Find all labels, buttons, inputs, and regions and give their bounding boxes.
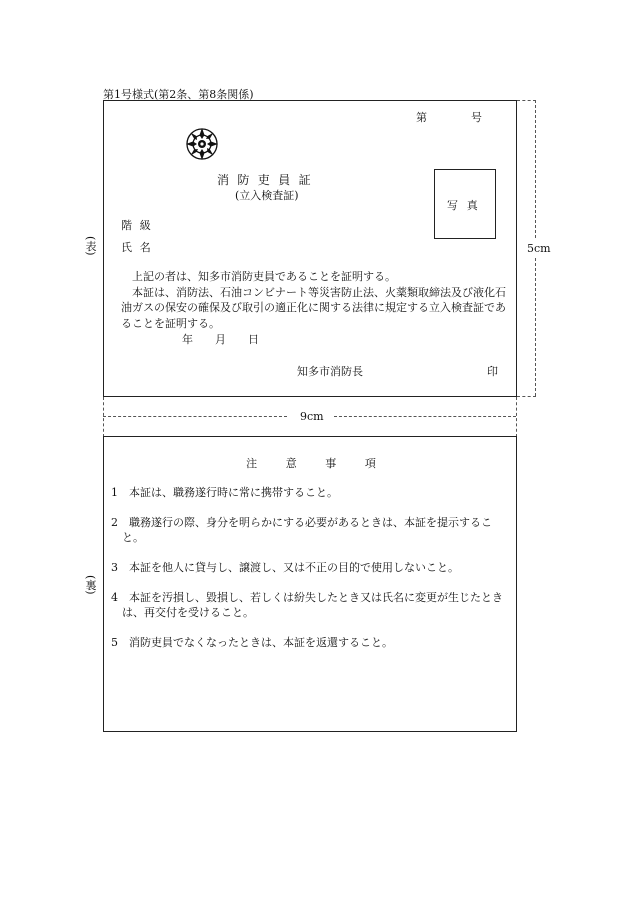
notice-title: 注意事項 xyxy=(246,457,405,470)
number-label: 第 号 xyxy=(416,111,482,124)
back-side-label: (裏) xyxy=(84,575,97,595)
dim-bottom-tick xyxy=(517,396,536,397)
front-card xyxy=(103,100,517,397)
rank-label: 階級 xyxy=(121,219,159,232)
dim-left-tick xyxy=(103,397,104,437)
notice-item: 3 本証を他人に貸与し、譲渡し、又は不正の目的で使用しないこと。 xyxy=(111,561,459,574)
name-label: 氏名 xyxy=(121,241,159,254)
card-subtitle: (立入検査証) xyxy=(235,189,299,202)
dim-height-line-lower xyxy=(535,258,536,396)
certify-line: 上記の者は、知多市消防吏員であることを証明する。 xyxy=(132,270,396,283)
back-card xyxy=(103,436,517,732)
dim-width-line-right xyxy=(334,416,516,417)
card-title: 消防吏員証 xyxy=(217,173,320,187)
form-caption: 第1号様式(第2条、第8条関係) xyxy=(103,88,254,101)
seal-mark: 印 xyxy=(487,365,498,378)
photo-box xyxy=(434,169,496,239)
notice-item: 5 消防吏員でなくなったときは、本証を返還すること。 xyxy=(111,636,393,649)
body-text: 本証は、消防法、石油コンビナート等災害防止法、火薬類取締法及び液化石油ガスの保安の確保及び取引の適正化に関する法律に規定する立入検査証であることを証明する。 xyxy=(121,285,506,330)
dim-width-line-left xyxy=(103,416,287,417)
dim-top-tick xyxy=(517,100,536,101)
certification-block xyxy=(121,269,513,331)
city-emblem-icon xyxy=(185,127,219,161)
date-line: 年 月 日 xyxy=(182,333,259,346)
notice-item: 2 職務遂行の際、身分を明らかにする必要があるときは、本証を提示すること。 xyxy=(111,516,492,544)
width-dimension-label: 9cm xyxy=(300,410,324,423)
front-side-label: (表) xyxy=(84,236,97,256)
issuer: 知多市消防長 xyxy=(297,365,363,378)
notice-list xyxy=(111,485,513,665)
height-dimension-label: 5cm xyxy=(527,242,551,255)
dim-height-line-upper xyxy=(535,100,536,238)
notice-item: 1 本証は、職務遂行時に常に携帯すること。 xyxy=(111,486,338,499)
dim-right-tick xyxy=(516,397,517,437)
photo-label: 写真 xyxy=(447,199,487,212)
notice-item: 4 本証を汚損し、毀損し、若しくは紛失したとき又は氏名に変更が生じたときは、再交付を受けること。 xyxy=(111,591,503,619)
